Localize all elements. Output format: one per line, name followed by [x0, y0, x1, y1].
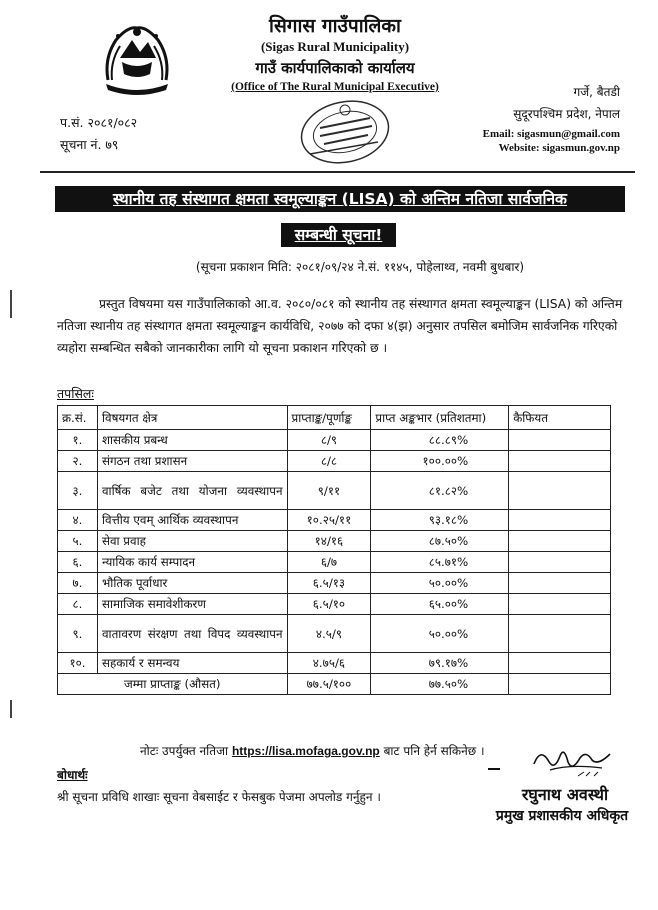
cell-serial: ६.	[58, 552, 98, 573]
scan-margin-mark	[10, 700, 12, 718]
fiscal-year-ref: प.सं. २०८१/०८२	[60, 115, 138, 130]
cell-remarks	[509, 531, 611, 552]
signatory-title: प्रमुख प्रशासकीय अधिकृत	[495, 808, 629, 824]
lisa-portal-link[interactable]: https://lisa.mofaga.gov.np	[231, 744, 380, 758]
cell-score: ८/९	[287, 430, 371, 451]
cell-area: सामाजिक समावेशीकरण	[97, 594, 287, 615]
office-name-en: (Office of The Rural Municipal Executive)	[231, 81, 439, 93]
cell-percentage: ८५.७१%	[371, 552, 509, 573]
cell-serial: ३.	[58, 472, 98, 510]
cell-serial: ८.	[58, 594, 98, 615]
header-remarks: कैफियत	[509, 406, 611, 430]
table-row	[58, 531, 611, 552]
cell-serial: १.	[58, 430, 98, 451]
body-paragraph	[57, 293, 632, 359]
cell-area: वित्तीय एवम् आर्थिक व्यवस्थापन	[97, 510, 287, 531]
cell-area: संगठन तथा प्रशासन	[97, 451, 287, 472]
cell-percentage: ६५.००%	[371, 594, 509, 615]
cell-serial: ५.	[58, 531, 98, 552]
cell-score: ६.५/१३	[287, 573, 371, 594]
total-label: जम्मा प्राप्ताङ्क (औसत)	[58, 674, 288, 695]
table-row	[58, 594, 611, 615]
office-location: गर्जे, बैतडी	[573, 85, 620, 99]
table-row	[58, 552, 611, 573]
cell-percentage: ५०.००%	[371, 615, 509, 653]
cell-remarks	[509, 472, 611, 510]
cell-score: ४.७५/६	[287, 653, 371, 674]
cell-remarks	[509, 430, 611, 451]
cell-score: ८/८	[287, 451, 371, 472]
header-percentage: प्राप्त अङ्कभार (प्रतिशतमा)	[371, 406, 509, 430]
municipality-name-np: सिगास गाउँपालिका	[269, 15, 401, 37]
cell-area: सेवा प्रवाह	[97, 531, 287, 552]
cc-recipient-line: श्री सूचना प्रविधि शाखाः सूचना वेबसाईट र फेसबुक पेजमा अपलोड गर्नुहुन ।	[57, 790, 381, 804]
cell-serial: ९.	[58, 615, 98, 653]
cell-area: सहकार्य र समन्वय	[97, 653, 287, 674]
lisa-results-table	[57, 405, 611, 695]
note-prefix: नोटः उपर्युक्त नतिजा	[140, 744, 229, 758]
cell-area: वातावरण संरक्षण तथा विपद व्यवस्थापन	[97, 615, 287, 653]
table-row	[58, 653, 611, 674]
cell-area: शासकीय प्रबन्ध	[97, 430, 287, 451]
office-website: Website: sigasmun.gov.np	[498, 142, 620, 154]
cell-area: भौतिक पूर्वाधार	[97, 573, 287, 594]
header-divider	[40, 171, 635, 173]
office-province: सुदूरपश्चिम प्रदेश, नेपाल	[513, 107, 620, 121]
handwritten-signature	[520, 742, 620, 782]
table-row	[58, 430, 611, 451]
cell-remarks	[509, 552, 611, 573]
header-score: प्राप्ताङ्क/पूर्णाङ्क	[287, 406, 371, 430]
table-row	[58, 615, 611, 653]
header-area: विषयगत क्षेत्र	[97, 406, 287, 430]
note-suffix: बाट पनि हेर्न सकिनेछ ।	[383, 744, 485, 758]
details-label: तपसिलः	[57, 386, 94, 401]
nepal-emblem-logo	[98, 18, 176, 98]
total-percentage: ७७.५०%	[371, 674, 509, 695]
cell-percentage: ८८.८९%	[371, 430, 509, 451]
cell-score: १४/१६	[287, 531, 371, 552]
cell-area: न्यायिक कार्य सम्पादन	[97, 552, 287, 573]
municipality-name-en: (Sigas Rural Municipality)	[260, 39, 410, 54]
notice-number: सूचना नं. ७९	[60, 137, 119, 152]
publication-date: (सूचना प्रकाशन मिति: २०८१/०९/२४ ने.सं. ११४५, पोहेलाथ्व, नवमी बुधबार)	[195, 260, 525, 274]
cell-serial: ७.	[58, 573, 98, 594]
cell-remarks	[509, 615, 611, 653]
cc-label: बोधार्थः	[57, 768, 88, 782]
office-name-np: गाउँ कार्यपालिकाको कार्यालय	[255, 59, 415, 77]
table-row	[58, 510, 611, 531]
note-line	[140, 742, 485, 759]
cell-serial: २.	[58, 451, 98, 472]
cell-score: ६.५/१०	[287, 594, 371, 615]
table-row	[58, 573, 611, 594]
cell-serial: १०.	[58, 653, 98, 674]
cell-score: ६/७	[287, 552, 371, 573]
cell-area: वार्षिक बजेट तथा योजना व्यवस्थापन	[97, 472, 287, 510]
cell-score: ९/११	[287, 472, 371, 510]
cell-score: १०.२५/११	[287, 510, 371, 531]
office-seal-stamp	[298, 98, 393, 166]
office-email: Email: sigasmun@gmail.com	[482, 128, 620, 140]
table-row	[58, 451, 611, 472]
cell-percentage: ९३.१८%	[371, 510, 509, 531]
body-paragraph-text: प्रस्तुत विषयमा यस गाउँपालिकाको आ.व. २०८०/०८१ को स्थानीय तह संस्थागत क्षमता स्वमूल्याङ्कन (LISA) को अन्तिम नतिजा स्थानीय तह संस्थागत क्षमता स्वमूल्याङ्कन कार्यविधि, २०७७ को दफा ४(झ) अनुसार तपसिल बमोजिम सार्वजनिक गरिएको व्यहोरा सम्बन्धित सबैको जानकारीका लागि यो सूचना प्रकाशन गरिएको छ ।	[57, 297, 623, 355]
table-row	[58, 472, 611, 510]
cell-percentage: १००.००%	[371, 451, 509, 472]
total-score: ७७.५/१००	[287, 674, 371, 695]
table-header-row	[58, 406, 611, 430]
cell-percentage: ५०.००%	[371, 573, 509, 594]
cell-remarks	[509, 594, 611, 615]
cell-remarks	[509, 510, 611, 531]
scan-margin-mark	[10, 290, 12, 318]
cell-score: ४.५/९	[287, 615, 371, 653]
cell-remarks	[509, 653, 611, 674]
total-remarks	[509, 674, 611, 695]
notice-title-line1: स्थानीय तह संस्थागत क्षमता स्वमूल्याङ्कन (LISA) को अन्तिम नतिजा सार्वजनिक	[55, 186, 625, 212]
notice-title-line2: सम्बन्धी सूचना!	[281, 223, 396, 247]
cell-remarks	[509, 573, 611, 594]
cell-percentage: ८१.८२%	[371, 472, 509, 510]
cell-remarks	[509, 451, 611, 472]
cell-percentage: ८७.५०%	[371, 531, 509, 552]
header-serial: क्र.सं.	[58, 406, 98, 430]
cell-serial: ४.	[58, 510, 98, 531]
table-total-row	[58, 674, 611, 695]
cell-percentage: ७९.१७%	[371, 653, 509, 674]
signatory-name: रघुनाथ अवस्थी	[521, 785, 609, 804]
signature-dash	[488, 768, 500, 770]
